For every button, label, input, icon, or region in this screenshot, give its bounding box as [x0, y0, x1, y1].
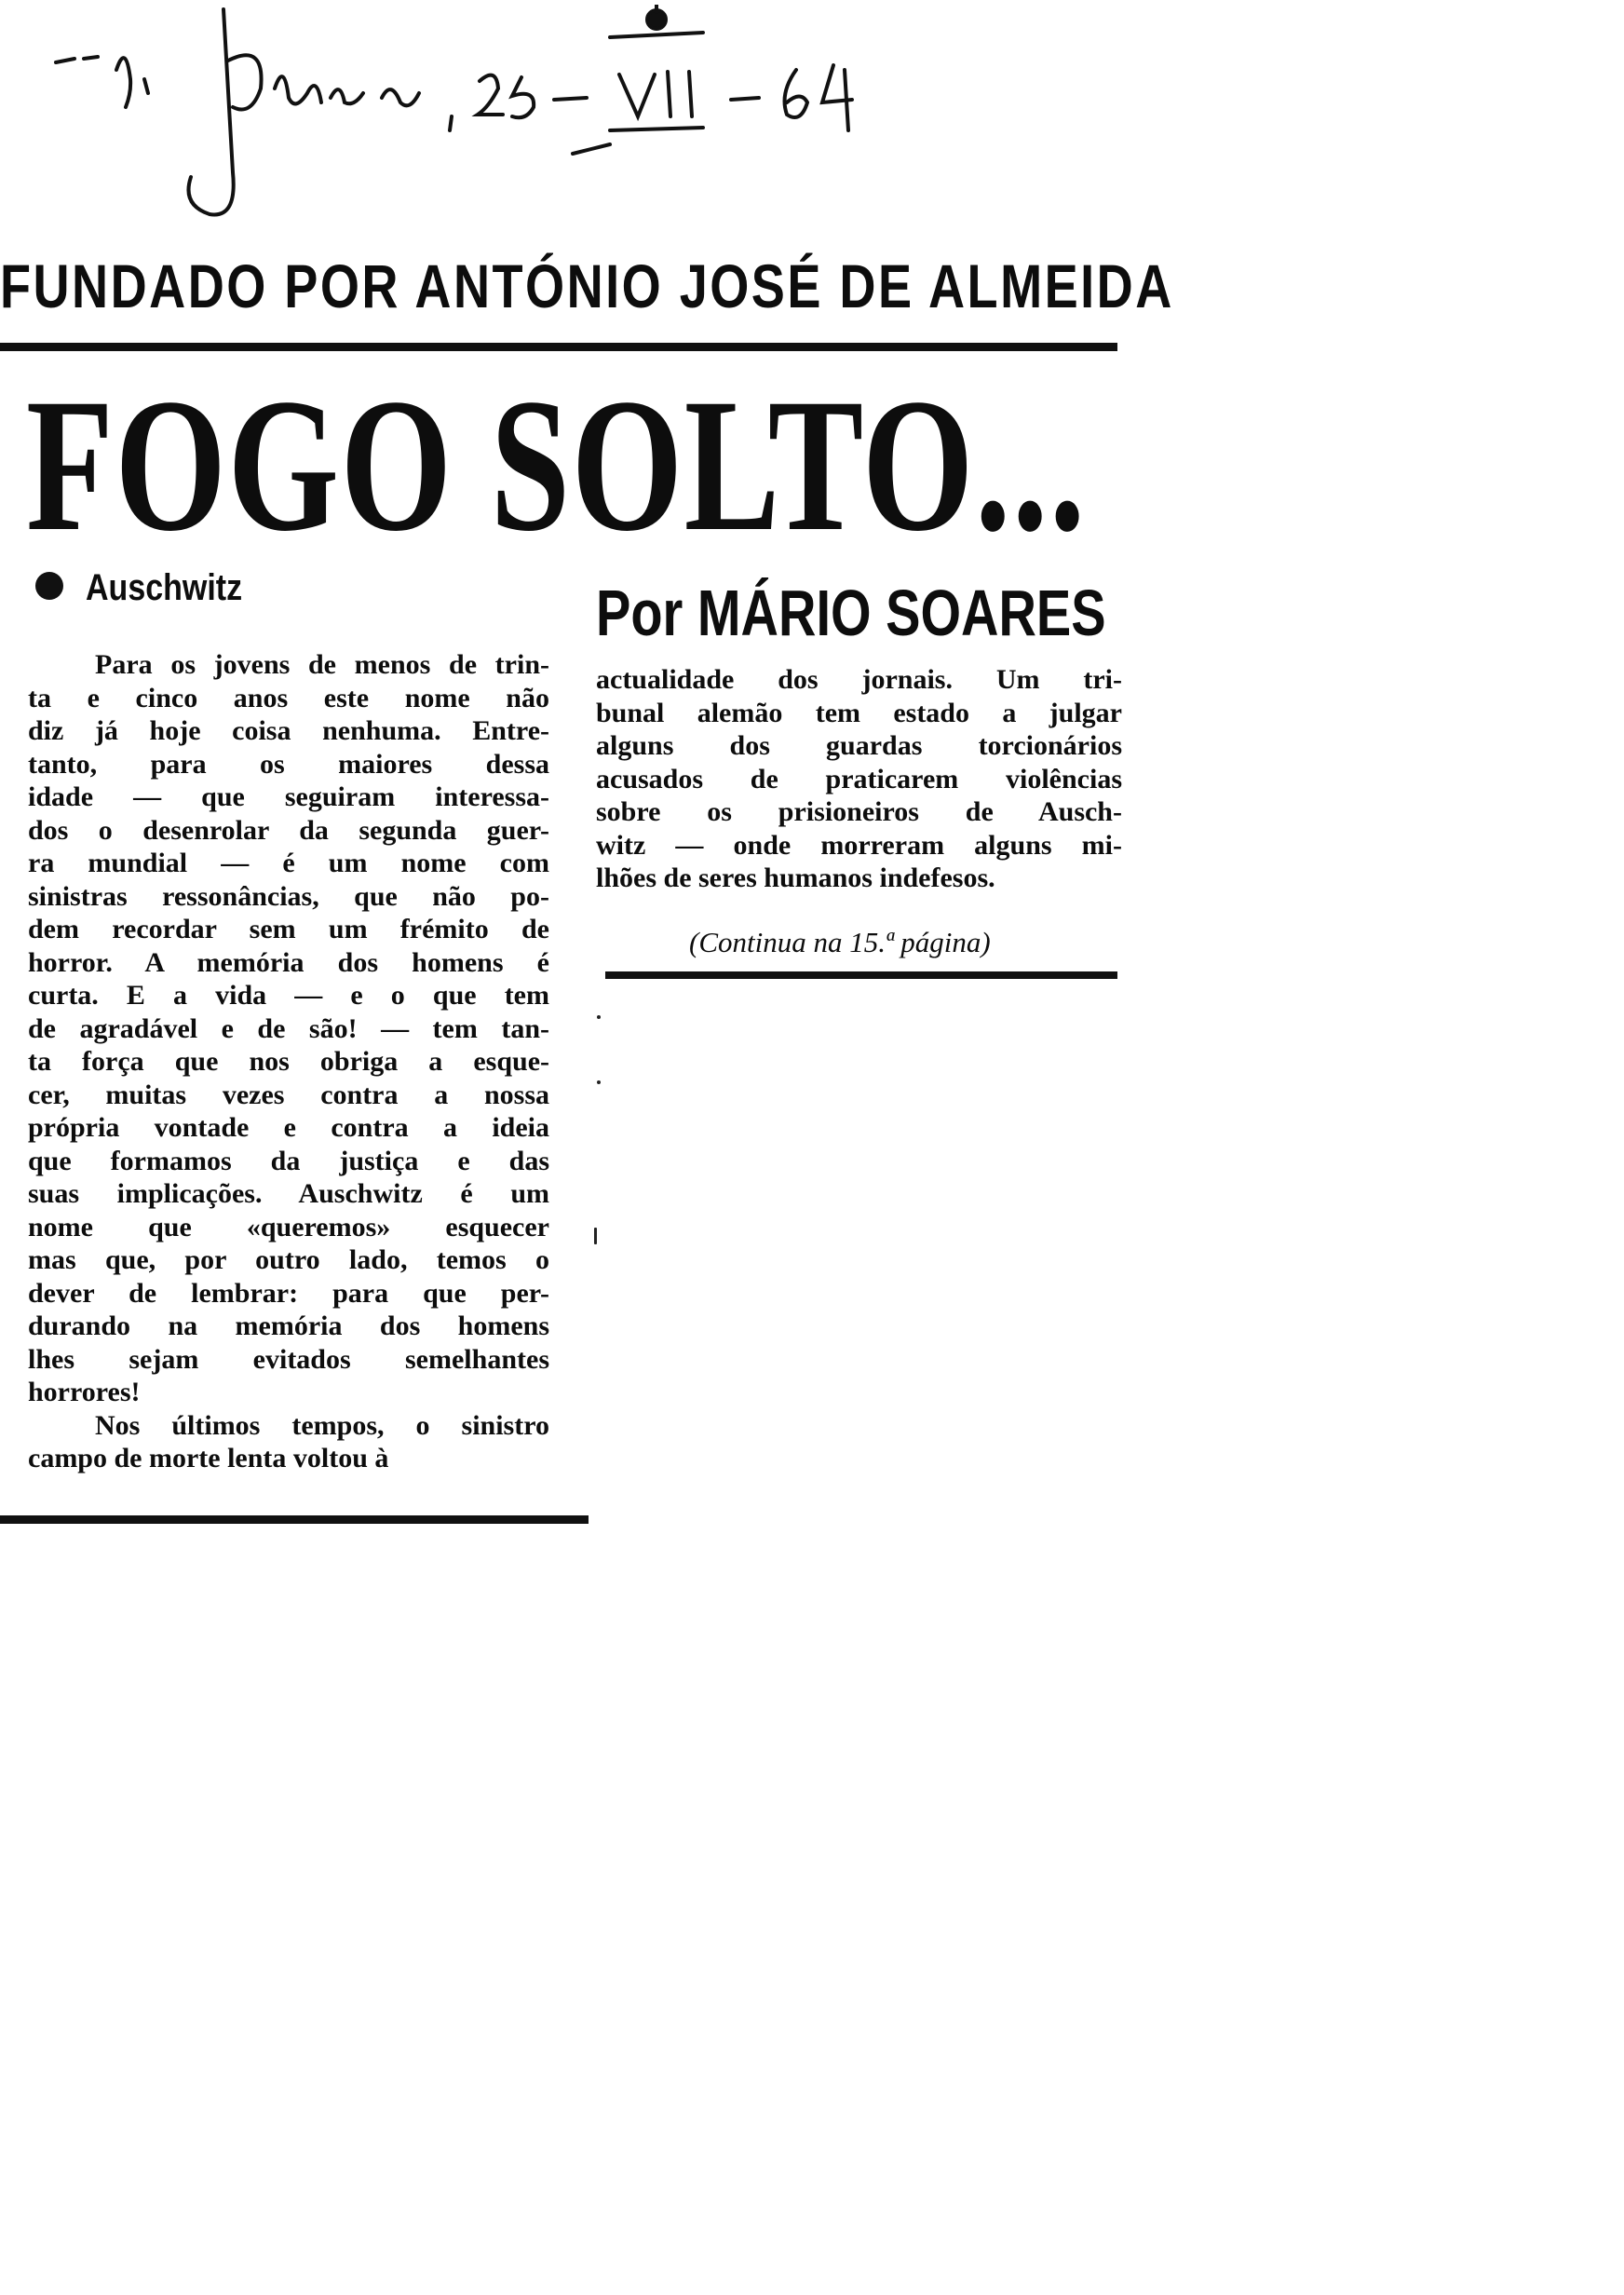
- byline: Por MÁRIO SOARES: [596, 577, 1106, 649]
- article-paragraph: [596, 663, 1122, 895]
- article-line: sobre os prisioneiros de Ausch-: [596, 796, 1122, 827]
- article-line: durando na memória dos homens: [28, 1310, 549, 1341]
- article-line: dos o desenrolar da segunda guer-: [28, 814, 549, 846]
- article-right-column: [596, 663, 1122, 895]
- article-line: acusados de praticarem violências: [596, 763, 1122, 794]
- continuation-note: (Continua na 15.ª página): [689, 926, 991, 958]
- article-line: diz já hoje coisa nenhuma. Entre-: [28, 715, 549, 746]
- scan-speck: [597, 1080, 601, 1084]
- article-line: dem recordar sem um frémito de: [28, 914, 549, 944]
- article-line: alguns dos guardas torcionários: [596, 730, 1122, 761]
- article-line: bunal alemão tem estado a julgar: [596, 697, 1122, 728]
- article-line: Nos últimos tempos, o sinistro: [95, 1409, 549, 1441]
- column-rule-right: [605, 971, 1117, 979]
- article-line: lhes sejam evitados semelhantes: [28, 1343, 549, 1375]
- article-line: idade — que seguiram interessa-: [28, 781, 549, 812]
- article-line: mas que, por outro lado, temos o: [28, 1244, 549, 1275]
- article-line: sinistras ressonâncias, que não po-: [28, 880, 549, 912]
- article-line: cer, muitas vezes contra a nossa: [28, 1079, 549, 1110]
- article-line: suas implicações. Auschwitz é um: [28, 1178, 549, 1209]
- masthead-rule: [0, 343, 1117, 351]
- article-line: campo de morte lenta voltou à: [28, 1443, 389, 1473]
- scan-speck: [594, 1228, 597, 1244]
- article-line: curta. E a vida — e o que tem: [28, 980, 549, 1011]
- scan-speck: [597, 1015, 601, 1019]
- bullet-icon: [35, 572, 63, 600]
- article-line: ta e cinco anos este nome não: [28, 682, 549, 713]
- column-rule-left: [0, 1515, 589, 1524]
- article-line: actualidade dos jornais. Um tri-: [596, 664, 1122, 695]
- article-line: Para os jovens de menos de trin-: [95, 649, 549, 680]
- article-line: horrores!: [28, 1377, 141, 1407]
- article-line: ra mundial — é um nome com: [28, 848, 549, 878]
- section-label: Auschwitz: [86, 567, 243, 608]
- article-paragraph: [28, 648, 549, 1409]
- article-line: dever de lembrar: para que per-: [28, 1277, 549, 1309]
- article-line: de agradável e de são! — tem tan-: [28, 1012, 549, 1044]
- article-paragraph: [28, 1409, 549, 1475]
- article-line: witz — onde morreram alguns mi-: [596, 829, 1122, 861]
- masthead: FUNDADO POR ANTÓNIO JOSÉ DE ALMEIDA: [0, 251, 1174, 320]
- article-line: nome que «queremos» esquecer: [28, 1211, 549, 1243]
- article-line: lhões de seres humanos indefesos.: [596, 862, 995, 893]
- article-line: ta força que nos obriga a esque-: [28, 1046, 549, 1077]
- article-line: que formamos da justiça e das: [28, 1145, 549, 1176]
- article-line: tanto, para os maiores dessa: [28, 748, 549, 780]
- handwritten-annotation: [51, 5, 889, 219]
- headline: FOGO SOLTO...: [26, 360, 1087, 571]
- article-line: própria vontade e contra a ideia: [28, 1112, 549, 1143]
- article-left-column: [28, 648, 549, 1475]
- article-line: horror. A memória dos homens é: [28, 946, 549, 978]
